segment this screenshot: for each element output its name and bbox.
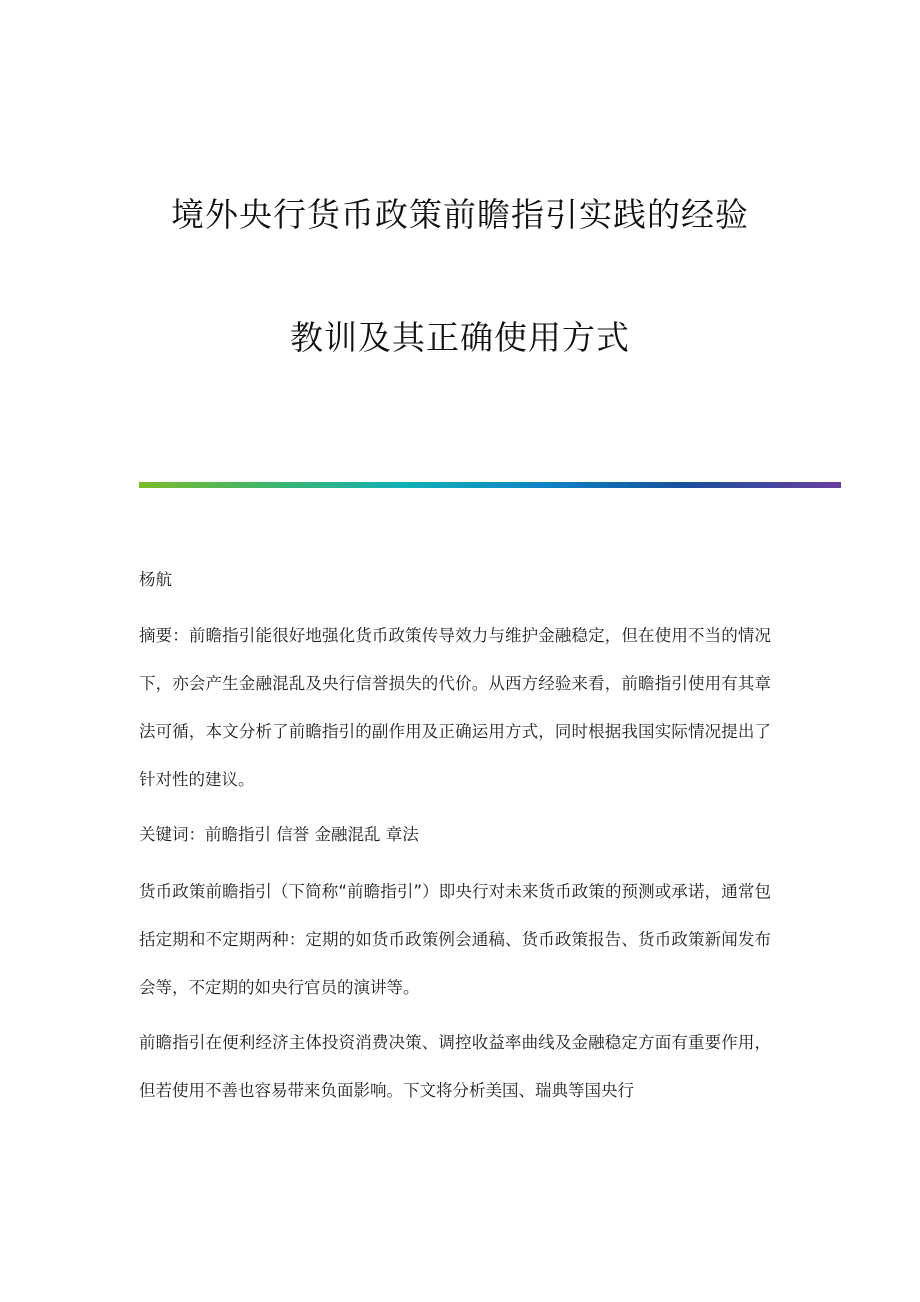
keywords-line: 关键词：前瞻指引 信誉 金融混乱 章法	[139, 825, 419, 844]
gradient-divider	[139, 482, 841, 488]
title-line-1: 境外央行货币政策前瞻指引实践的经验	[171, 195, 749, 234]
body-paragraph-2: 前瞻指引在便利经济主体投资消费决策、调控收益率曲线及金融稳定方面有重要作用，但若使用不善也容易带来负面影响。下文将分析美国、瑞典等国央行	[139, 1033, 771, 1100]
body-paragraph-1: 货币政策前瞻指引（下简称“前瞻指引”）即央行对未来货币政策的预测或承诺，通常包括定期和不定期两种：定期的如货币政策例会通稿、货币政策报告、货币政策新闻发布会等，不定期的如央行官员的演讲等。	[139, 882, 771, 997]
author-name: 杨航	[139, 570, 172, 589]
abstract-paragraph: 摘要：前瞻指引能很好地强化货币政策传导效力与维护金融稳定，但在使用不当的情况下，亦会产生金融混乱及央行信誉损失的代价。从西方经验来看，前瞻指引使用有其章法可循，本文分析了前瞻指引的副作用及正确运用方式，同时根据我国实际情况提出了针对性的建议。	[139, 626, 771, 789]
title-line-2: 教训及其正确使用方式	[290, 318, 630, 357]
